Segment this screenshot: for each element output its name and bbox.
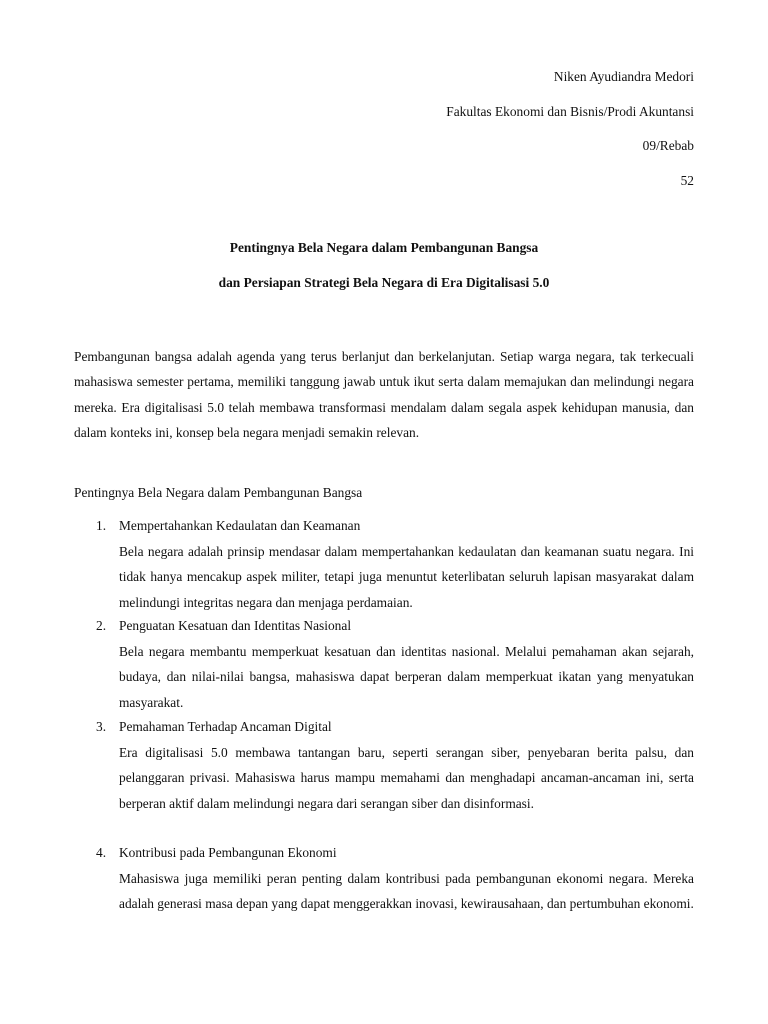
- author-name: Niken Ayudiandra Medori: [553, 69, 694, 84]
- list-item-body: Bela negara adalah prinsip mendasar dalam mempertahankan kedaulatan dan keamanan suatu negara. Ini tidak hanya mencakup aspek militer, tetapi juga menuntut keterlibatan seluruh lapisan masyarakat dalam melindungi integritas negara dan menjaga perdamaian.: [119, 544, 694, 610]
- list-item-heading: Penguatan Kesatuan dan Identitas Nasional: [119, 618, 352, 633]
- title-line-1: Pentingnya Bela Negara dalam Pembangunan Bangsa: [229, 240, 539, 255]
- list-item-number: 4.: [96, 845, 107, 860]
- list-item-body: Era digitalisasi 5.0 membawa tantangan baru, seperti serangan siber, penyebaran berita palsu, dan pelanggaran privasi. Mahasiswa harus mampu memahami dan menghadapi ancaman-ancaman ini, serta berperan aktif dalam melindungi negara dari serangan siber dan disinformasi.: [119, 745, 694, 811]
- section-heading: Pentingnya Bela Negara dalam Pembangunan Bangsa: [74, 485, 363, 500]
- title-line-2: dan Persiapan Strategi Bela Negara di Era Digitalisasi 5.0: [218, 275, 550, 290]
- list-item-number: 2.: [96, 618, 107, 633]
- list-item-body: Bela negara membantu memperkuat kesatuan dan identitas nasional. Melalui pemahaman akan sejarah, budaya, dan nilai-nilai bangsa, mahasiswa dapat berperan dalam memperkuat ikatan yang menyatukan masyarakat.: [119, 644, 694, 710]
- list-item-number: 3.: [96, 719, 107, 734]
- intro-paragraph: Pembangunan bangsa adalah agenda yang terus berlanjut dan berkelanjutan. Setiap warga negara, tak terkecuali mahasiswa semester pertama, memiliki tanggung jawab untuk ikut serta dalam memajukan dan melindungi negara mereka. Era digitalisasi 5.0 telah membawa transformasi mendalam dalam segala aspek kehidupan manusia, dan dalam konteks ini, konsep bela negara menjadi semakin relevan.: [74, 349, 694, 440]
- list-item-number: 1.: [96, 518, 107, 533]
- student-number: 52: [680, 173, 694, 188]
- list-item-heading: Pemahaman Terhadap Ancaman Digital: [119, 719, 332, 734]
- list-item-body: Mahasiswa juga memiliki peran penting dalam kontribusi pada pembangunan ekonomi negara. Mereka adalah generasi masa depan yang dapat menggerakkan inovasi, kewirausahaan, dan pertumbuhan ekonomi.: [119, 871, 694, 912]
- faculty-program: Fakultas Ekonomi dan Bisnis/Prodi Akuntansi: [446, 104, 694, 119]
- list-item-heading: Kontribusi pada Pembangunan Ekonomi: [119, 845, 337, 860]
- list-item-heading: Mempertahankan Kedaulatan dan Keamanan: [119, 518, 361, 533]
- group-label: 09/Rebab: [642, 138, 694, 153]
